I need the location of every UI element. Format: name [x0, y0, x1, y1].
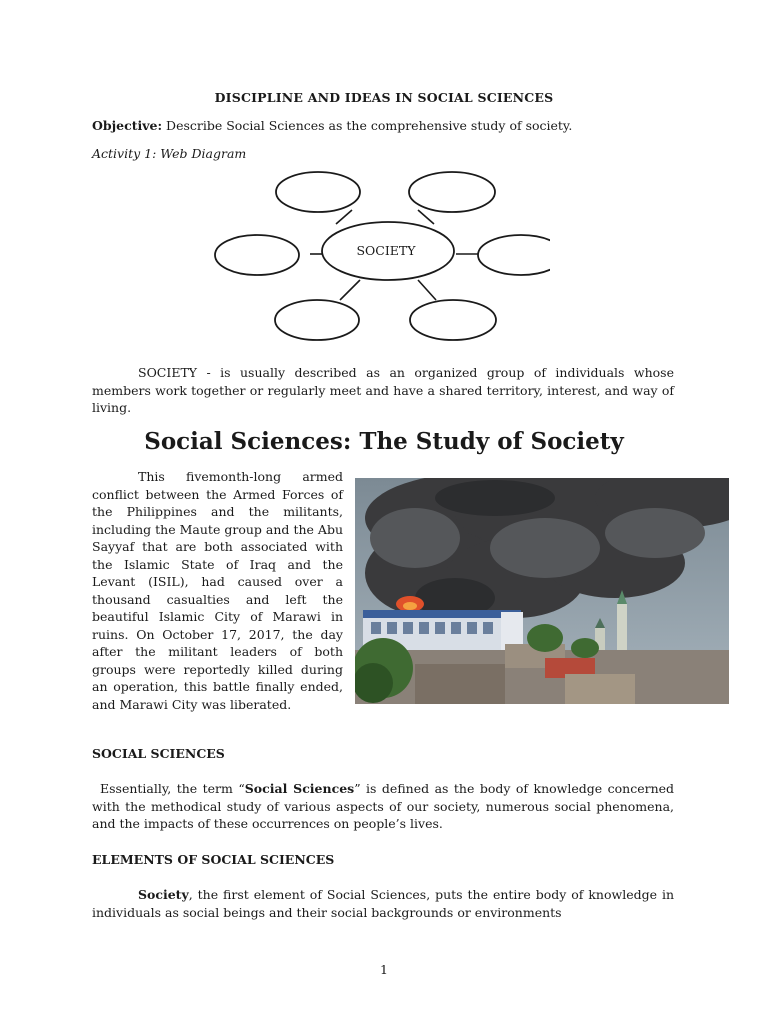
diagram-node-bottom-right [410, 300, 496, 340]
diagram-center-label: SOCIETY [356, 243, 416, 258]
marawi-photo [355, 478, 729, 704]
activity-label: Activity 1: Web Diagram [92, 146, 247, 161]
objective-label: Objective: [92, 118, 163, 133]
society-element-text: , the first element of Social Sciences, puts the entire body of knowledge in individuals as social beings and their social backgrounds or environments [92, 887, 674, 920]
ss-term: Social Sciences [244, 781, 355, 796]
ss-after: ” is defined as the body of knowledge concerned with the methodical study of various aspects of our society, numerous social phenomena, and the impacts of these occurrences on people’s lives. [92, 781, 675, 831]
social-sciences-heading: SOCIAL SCIENCES [92, 746, 225, 761]
objective-line [92, 118, 572, 133]
diagram-node-bottom-left [275, 300, 359, 340]
diagram-node-right [478, 235, 550, 275]
diagram-connector [418, 210, 434, 224]
diagram-node-left [215, 235, 299, 275]
diagram-connector [336, 210, 352, 224]
diagram-connector [418, 280, 436, 300]
marawi-paragraph: This fivemonth-long armed conflict between the Armed Forces of the Philippines and the militants, including the Maute group and the Abu Sayyaf that are both associated with the Islamic State of Iraq and the Levant (ISIL), had caused over a thousand casualties and left the beautiful Islamic City of Marawi in ruins. On October 17, 2017, the day after the militant leaders of both groups were reportedly killed during an operation, this battle finally ended, and Marawi City was liberated. [92, 469, 343, 712]
web-diagram [200, 162, 550, 352]
society-element-term: Society [138, 887, 189, 902]
diagram-connector [340, 280, 360, 300]
document-heading: DISCIPLINE AND IDEAS IN SOCIAL SCIENCES [214, 90, 554, 105]
elements-heading: ELEMENTS OF SOCIAL SCIENCES [92, 852, 335, 867]
society-element-paragraph [92, 886, 674, 921]
society-definition: SOCIETY - is usually described as an organized group of individuals whose members work together or regularly meet and have a shared territory, interest, and way of living. [92, 365, 674, 415]
section-title: Social Sciences: The Study of Society [144, 428, 624, 455]
social-sciences-definition [92, 780, 674, 833]
objective-text: Describe Social Sciences as the comprehensive study of society. [162, 118, 573, 133]
diagram-node-top-left [276, 172, 360, 212]
ss-before: Essentially, the term “ [100, 781, 245, 796]
page-number: 1 [380, 962, 388, 977]
diagram-node-top-right [409, 172, 495, 212]
